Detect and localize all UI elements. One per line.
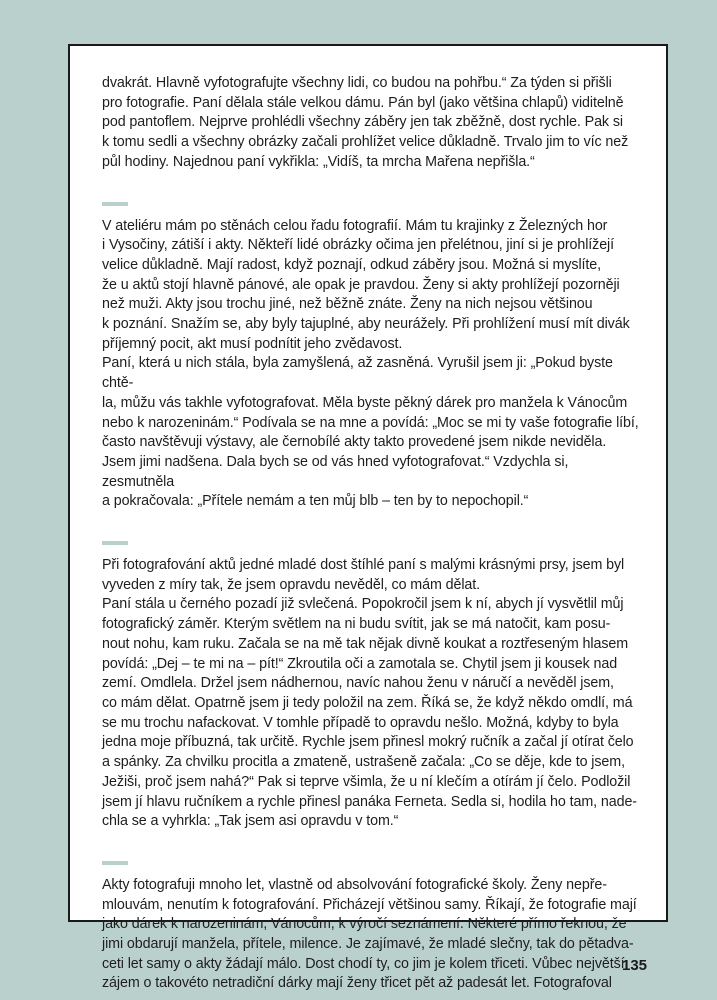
text-line: že u aktů stojí hlavně pánové, ale opak je pravdou. Ženy si akty prohlížejí pozorněji [102, 276, 620, 293]
text-line: příjemný pocit, akt musí podnítit jeho zvědavost. [102, 335, 403, 352]
text-line: zemí. Omdlela. Držel jsem nádhernou, navíc nahou ženu v náručí a nevěděl jsem, [102, 675, 614, 692]
section-2 [102, 217, 640, 513]
text-line: než muži. Akty jsou trochu jiné, než běžně znáte. Ženy na nich nejsou většinou [102, 296, 593, 313]
text-line: nout nohu, kam ruku. Začala se na mě tak nějak divně koukat a roztřeseným hlasem [102, 635, 629, 652]
paragraph [102, 556, 640, 595]
text-line: Akty fotografuji mnoho let, vlastně od absolvování fotografické školy. Ženy nepře- [102, 876, 607, 893]
paragraph [102, 876, 640, 994]
text-line: půl hodiny. Najednou paní vykřikla: „Vidíš, ta mrcha Mařena nepřišla.“ [102, 153, 535, 170]
text-line: a pokračovala: „Přítele nemám a ten můj blb – ten by to nepochopil.“ [102, 493, 529, 510]
paragraph [102, 354, 640, 512]
paragraph [102, 74, 640, 173]
text-line: velice důkladně. Mají radost, když poznají, odkud záběry jsou. Možná si myslíte, [102, 256, 601, 273]
text-line: mlouvám, nenutím k fotografování. Přicházejí většinou samy. Říkají, že fotografie mají [102, 896, 637, 913]
text-line: Paní, která u nich stála, byla zamyšlená, až zasněná. Vyrušil jsem ji: „Pokud byste chtě- [102, 355, 613, 392]
section-separator [102, 832, 640, 876]
section-4 [102, 876, 640, 994]
text-line: Paní stála u černého pozadí již svlečená. Popokročil jsem k ní, abych jí vysvětlil můj [102, 596, 624, 613]
page-number: 135 [622, 957, 648, 974]
text-line: chla se a vyhrkla: „Tak jsem asi opravdu v tom.“ [102, 813, 399, 830]
text-line: jedna moje příbuzná, tak určitě. Rychle jsem přinesl mokrý ručník a začal jí otírat čelo [102, 734, 634, 751]
text-line: k tomu sedli a všechny obrázky začali prohlížet velice důkladně. Trvalo jim to víc než [102, 134, 629, 151]
text-line: pod pantoflem. Nejprve prohlédli všechny záběry jen tak zběžně, dost rychle. Pak si [102, 114, 623, 131]
text-line: i Vysočiny, zátiší i akty. Někteří lidé obrázky očima jen přelétnou, jiní si je prohlížejí [102, 237, 614, 254]
text-line: k poznání. Snažím se, aby byly tajuplné, aby neurážely. Při prohlížení musí mít divák [102, 316, 630, 333]
text-line: Při fotografování aktů jedné mladé dost štíhlé paní s malými krásnými prsy, jsem byl [102, 557, 625, 574]
text-line: vyveden z míry tak, že jsem opravdu nevěděl, co mám dělat. [102, 576, 481, 593]
text-line: a spánky. Za chvilku procitla a zmateně, ustrašeně začala: „Co se děje, kde to jsem, [102, 754, 625, 771]
text-line: V ateliéru mám po stěnách celou řadu fotografií. Mám tu krajinky z Železných hor [102, 217, 608, 234]
paragraph [102, 217, 640, 355]
text-line: povídá: „Dej – te mi na – pít!“ Zkroutila oči a zamotala se. Chytil jsem ji kousek nad [102, 655, 618, 672]
section-rule [102, 861, 128, 865]
text-line: Ježiši, proč jsem nahá?“ Pak si teprve všimla, že u ní klečím a otírám jí čelo. Podložil [102, 773, 631, 790]
section-separator [102, 512, 640, 556]
text-line: ceti let samy o akty žádají málo. Dost chodí ty, co jim je kolem třiceti. Vůbec největší [102, 955, 625, 972]
section-3 [102, 556, 640, 832]
text-column [102, 74, 640, 994]
paragraph [102, 595, 640, 831]
section-1 [102, 74, 640, 173]
text-line: jsem jí hlavu ručníkem a rychle přinesl panáka Ferneta. Sedla si, hodila ho tam, nade- [102, 793, 637, 810]
text-line: zájem o takovéto netradiční dárky mají ženy třicet pět až padesát let. Fotografoval [102, 975, 612, 992]
text-line: jimi obdarují manžela, přítele, milence. Je zajímavé, že mladé slečny, tak do pětadva- [102, 936, 634, 953]
text-line: se mu trochu nafackovat. V tomhle případě to opravdu nešlo. Možná, kdyby to byla [102, 714, 619, 731]
text-line: pro fotografie. Paní dělala stále velkou dámu. Pán byl (jako většina chlapů) viditelně [102, 94, 624, 111]
section-rule [102, 541, 128, 545]
section-rule [102, 202, 128, 206]
text-line: co mám dělat. Opatrně jsem ji tedy položil na zem. Říká se, že když někdo omdlí, má [102, 694, 633, 711]
text-line: la, můžu vás takhle vyfotografovat. Měla byste pěkný dárek pro manžela k Vánocům [102, 394, 628, 411]
text-line: často navštěvuji výstavy, ale černobílé akty takto provedené jsem nikde neviděla. [102, 434, 607, 451]
text-line: nebo k narozeninám.“ Podívala se na mne a povídá: „Moc se mi ty vaše fotografie líbí, [102, 414, 639, 431]
text-line: jako dárek k narozeninám, Vánocům, k výročí seznámení. Některé přímo řeknou, že [102, 916, 627, 933]
text-line: Jsem jimi nadšena. Dala bych se od vás hned vyfotografovat.“ Vzdychla si, zesmutněla [102, 453, 569, 490]
text-line: fotografický záměr. Kterým světlem na ni budu svítit, jak se má natočit, kam posu- [102, 616, 611, 633]
section-separator [102, 173, 640, 217]
text-line: dvakrát. Hlavně vyfotografujte všechny lidi, co budou na pohřbu.“ Za týden si přišli [102, 75, 612, 91]
